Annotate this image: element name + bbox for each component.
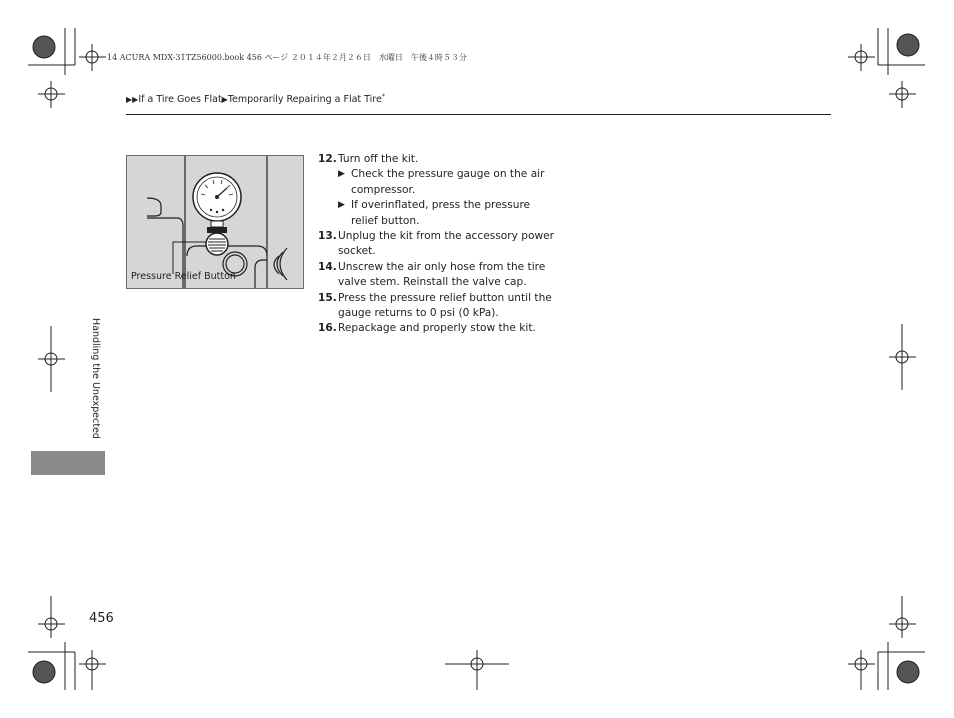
breadcrumb [126, 93, 385, 105]
step-number: 14. [318, 260, 337, 273]
breadcrumb-item-flat-tire: If a Tire Goes Flat [138, 94, 222, 106]
arrow-icon: ▶ [338, 200, 345, 211]
step-text: Unscrew the air only hose from the tire valve stem. Reinstall the valve cap. [338, 260, 546, 289]
arrow-icon: ▶ [338, 169, 345, 180]
step-text: Turn off the kit. [338, 153, 419, 165]
step-14 [318, 260, 558, 291]
breadcrumb-asterisk: * [381, 93, 385, 100]
step-16 [318, 321, 558, 336]
step-12 [318, 152, 558, 167]
sub-text: Check the pressure gauge on the air compressor. [351, 168, 545, 196]
breadcrumb-marker-icon: ▶▶ [126, 95, 139, 105]
step-number: 12. [318, 153, 337, 165]
step-number: 13. [318, 230, 337, 243]
step-text: Repackage and properly stow the kit. [338, 322, 536, 335]
step-text: Unplug the kit from the accessory power socket. [338, 230, 554, 258]
sub-text: If overinflated, press the pressure relief button. [351, 199, 531, 227]
step-13 [318, 229, 558, 260]
page-number: 456 [89, 611, 114, 626]
section-side-label: Handling the Unexpected [90, 318, 101, 439]
header-rule [126, 114, 831, 115]
step-15 [318, 291, 558, 322]
compressor-illustration [127, 156, 304, 289]
pressure-relief-button-label: Pressure Relief Button [131, 271, 236, 282]
breadcrumb-separator-icon: ▶ [221, 95, 228, 105]
section-tab [31, 451, 105, 475]
step-12-sub-2 [318, 198, 558, 229]
steps-list [318, 152, 558, 337]
step-number: 16. [318, 322, 337, 335]
step-12-sub-1 [318, 167, 558, 198]
print-header: 14 ACURA MDX-31TZ56000.book 456 ページ ２０１４年２月２６日 水曜日 午後４時５３分 [107, 53, 467, 62]
step-text: Press the pressure relief button until the gauge returns to 0 psi (0 kPa). [338, 291, 552, 320]
step-number: 15. [318, 291, 337, 304]
compressor-figure [126, 155, 304, 289]
breadcrumb-item-repairing: Temporarily Repairing a Flat Tire [227, 94, 382, 106]
